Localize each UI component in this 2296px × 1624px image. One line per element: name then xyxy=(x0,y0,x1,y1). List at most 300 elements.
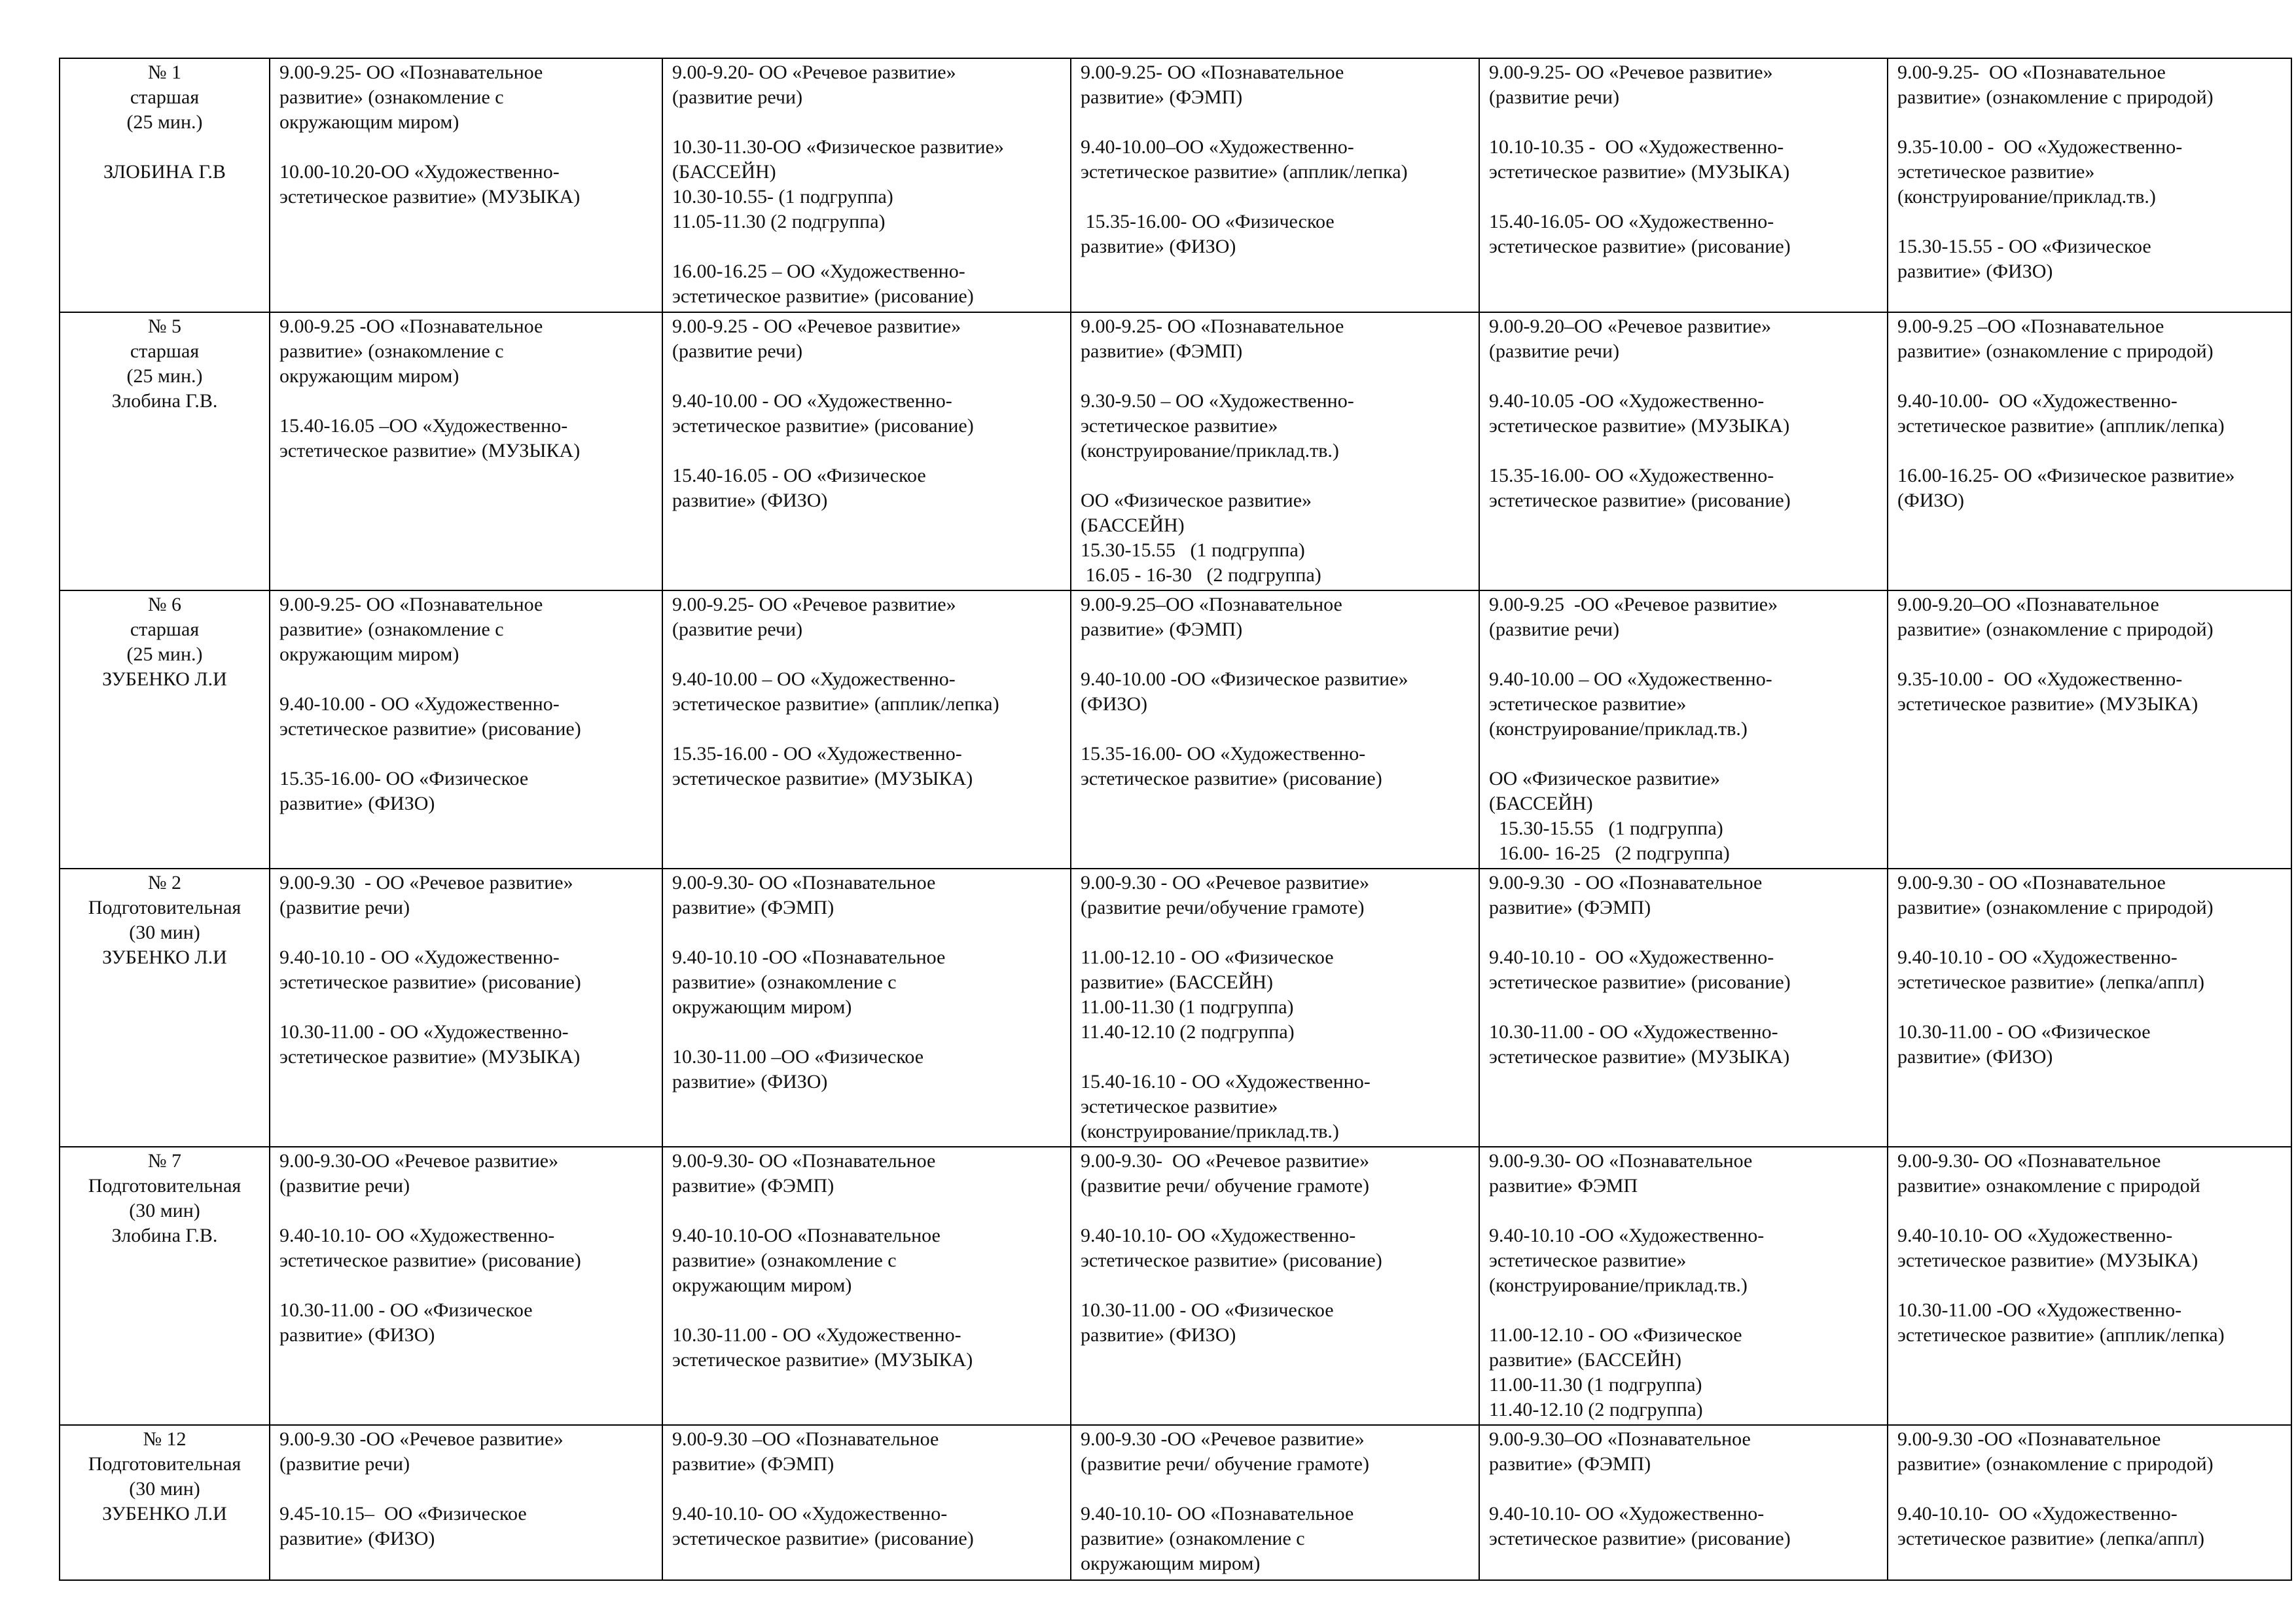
schedule-cell-line: 9.40-10.00–ОО «Художественно- xyxy=(1081,136,1354,158)
schedule-cell-line: 9.40-10.10 -ОО «Художественно- xyxy=(1489,1225,1765,1246)
schedule-cell-line: эстетическое развитие» (рисование) xyxy=(1081,768,1382,789)
schedule-cell-line xyxy=(1081,1273,1472,1298)
schedule-cell-line: эстетическое развитие» (МУЗЫКА) xyxy=(1897,693,2198,715)
schedule-cell-line: 9.35-10.00 - ОО «Художественно- xyxy=(1897,668,2183,690)
schedule-cell-line: эстетическое развитие» (МУЗЫКА) xyxy=(279,186,581,208)
schedule-cell-line xyxy=(1489,1298,1880,1323)
schedule-cell-line xyxy=(1897,1199,2284,1223)
schedule-cell-line: 9.40-10.10- ОО «Художественно- xyxy=(1081,1225,1356,1246)
schedule-cell-line: 9.40-10.10 - ОО «Художественно- xyxy=(1897,947,2178,968)
schedule-cell-line: развитие» (ознакомление с xyxy=(279,86,504,108)
schedule-cell-line: 9.00-9.25–ОО «Познавательное xyxy=(1081,594,1342,615)
schedule-row xyxy=(60,1147,2291,1425)
schedule-cell-line: 15.35-16.00 - ОО «Художественно- xyxy=(672,743,962,765)
schedule-cell-line: (развитие речи) xyxy=(1489,340,1620,362)
schedule-cell-line xyxy=(1081,364,1472,389)
group-cell-line xyxy=(63,135,266,160)
schedule-cell-line: эстетическое развитие» (МУЗЫКА) xyxy=(672,768,973,789)
schedule-cell-wed xyxy=(1071,312,1479,590)
schedule-cell-line: (конструирование/приклад.тв.) xyxy=(1897,186,2156,208)
schedule-cell-line: (конструирование/приклад.тв.) xyxy=(1081,440,1339,461)
schedule-cell-line: развитие» (ознакомление с xyxy=(279,619,504,640)
schedule-cell-line: развитие» ознакомление с природой xyxy=(1897,1175,2200,1197)
schedule-cell-line: (развитие речи) xyxy=(279,897,410,918)
schedule-cell-line: 9.40-10.00 – ОО «Художественно- xyxy=(672,668,956,690)
group-cell xyxy=(60,1147,270,1425)
schedule-cell-line: развитие» (БАССЕЙН) xyxy=(1081,971,1274,993)
schedule-cell-line: развитие» (ФЭМП) xyxy=(672,897,834,918)
schedule-cell-tue xyxy=(662,312,1071,590)
schedule-cell-line xyxy=(672,234,1064,259)
schedule-cell-mon xyxy=(270,590,662,869)
schedule-cell-line xyxy=(672,1020,1064,1045)
schedule-cell-line xyxy=(1081,717,1472,742)
schedule-cell-line: развитие» (ФИЗО) xyxy=(1897,261,2053,282)
schedule-cell-line: 9.40-10.10 -ОО «Познавательное xyxy=(672,947,946,968)
group-cell-line: (30 мин) xyxy=(129,1200,200,1221)
schedule-cell-line: 9.00-9.30-ОО «Речевое развитие» xyxy=(279,1150,559,1172)
schedule-cell-fri xyxy=(1888,58,2291,312)
schedule-cell-line: (конструирование/приклад.тв.) xyxy=(1081,1121,1339,1142)
schedule-cell-line: развитие» (ознакомление с xyxy=(672,971,897,993)
schedule-cell-line: 9.35-10.00 - ОО «Художественно- xyxy=(1897,136,2183,158)
schedule-cell-line xyxy=(1489,742,1880,767)
group-cell-line: Подготовительная xyxy=(88,1175,242,1197)
schedule-cell-line: окружающим миром) xyxy=(279,365,459,387)
schedule-cell-line: развитие» (ФИЗО) xyxy=(672,1071,828,1092)
schedule-cell-line xyxy=(1489,995,1880,1020)
group-cell xyxy=(60,312,270,590)
schedule-cell-line: 16.00-16.25 – ОО «Художественно- xyxy=(672,261,965,282)
schedule-cell-line: (БАССЕЙН) xyxy=(672,161,776,183)
schedule-cell-line: 9.00-9.20- ОО «Речевое развитие» xyxy=(672,62,956,83)
schedule-cell-line: 9.40-10.10- ОО «Художественно- xyxy=(672,1503,948,1525)
schedule-cell-line: 11.40-12.10 (2 подгруппа) xyxy=(1489,1399,1703,1420)
schedule-cell-line: развитие» (ФИЗО) xyxy=(672,490,828,511)
schedule-cell-line: эстетическое развитие» xyxy=(1489,693,1687,715)
schedule-cell-line: эстетическое развитие» (МУЗЫКА) xyxy=(1489,1046,1790,1068)
schedule-cell-wed xyxy=(1071,869,1479,1147)
schedule-cell-line: эстетическое развитие» (рисование) xyxy=(279,1250,581,1271)
schedule-cell-line: эстетическое развитие» (апплик/лепка) xyxy=(672,693,999,715)
schedule-cell-line: 9.00-9.30 - ОО «Познавательное xyxy=(1897,872,2166,893)
schedule-cell-line xyxy=(1897,1477,2284,1502)
schedule-cell-fri xyxy=(1888,869,2291,1147)
group-cell-line: Злобина Г.В. xyxy=(111,390,218,412)
schedule-cell-line: развитие» (ФИЗО) xyxy=(279,793,435,814)
schedule-cell-line: эстетическое развитие» (МУЗЫКА) xyxy=(672,1349,973,1371)
schedule-cell-line: развитие» (ФИЗО) xyxy=(1897,1046,2053,1068)
schedule-cell-line: 10.30-11.00 - ОО «Физическое xyxy=(1897,1021,2151,1043)
schedule-cell-line xyxy=(1489,364,1880,389)
schedule-cell-line: развитие» (ФИЗО) xyxy=(1081,1324,1236,1346)
schedule-row xyxy=(60,312,2291,590)
group-cell xyxy=(60,590,270,869)
schedule-cell-line: 11.00-12.10 - ОО «Физическое xyxy=(1489,1324,1742,1346)
schedule-cell-line: 9.00-9.25- ОО «Познавательное xyxy=(1081,62,1344,83)
schedule-cell-line: 9.00-9.25- ОО «Речевое развитие» xyxy=(1489,62,1773,83)
schedule-cell-line xyxy=(279,995,655,1020)
schedule-cell-line: 15.40-16.05 –ОО «Художественно- xyxy=(279,415,568,437)
schedule-cell-line xyxy=(1489,1477,1880,1502)
schedule-cell-line: 9.00-9.30 - ОО «Речевое развитие» xyxy=(279,872,573,893)
schedule-cell-fri xyxy=(1888,1147,2291,1425)
schedule-cell-line: развитие» (ФЭМП) xyxy=(1081,619,1243,640)
schedule-cell-line: 10.00-10.20-ОО «Художественно- xyxy=(279,161,560,183)
schedule-row xyxy=(60,590,2291,869)
schedule-cell-line: развитие» (ФИЗО) xyxy=(1081,236,1236,257)
schedule-cell-fri xyxy=(1888,1425,2291,1580)
schedule-cell-line: эстетическое развитие» (апплик/лепка) xyxy=(1897,1324,2225,1346)
schedule-cell-line: 11.00-12.10 - ОО «Физическое xyxy=(1081,947,1334,968)
schedule-cell-line: эстетическое развитие» (лепка/аппл) xyxy=(1897,971,2204,993)
group-cell-line: Подготовительная xyxy=(88,897,242,918)
schedule-cell-line xyxy=(1081,642,1472,667)
schedule-cell-line: эстетическое развитие» (рисование) xyxy=(1081,1250,1382,1271)
schedule-cell-line: эстетическое развитие» (МУЗЫКА) xyxy=(1897,1250,2198,1271)
schedule-cell-line xyxy=(1081,920,1472,945)
schedule-cell-wed xyxy=(1071,1425,1479,1580)
schedule-cell-line: 9.00-9.25 -ОО «Речевое развитие» xyxy=(1489,594,1778,615)
group-cell-line: ЗУБЕНКО Л.И xyxy=(102,668,227,690)
schedule-cell-line: 15.35-16.00- ОО «Физическое xyxy=(1081,211,1335,232)
schedule-body xyxy=(60,58,2291,1580)
schedule-cell-line: 9.40-10.05 -ОО «Художественно- xyxy=(1489,390,1765,412)
schedule-cell-line: (развитие речи) xyxy=(279,1453,410,1475)
schedule-cell-line xyxy=(279,1199,655,1223)
schedule-cell-thu xyxy=(1479,869,1888,1147)
group-cell xyxy=(60,869,270,1147)
schedule-cell-line: 15.40-16.05- ОО «Художественно- xyxy=(1489,211,1774,232)
schedule-cell-line: (развитие речи/ обучение грамоте) xyxy=(1081,1175,1369,1197)
schedule-cell-line: (ФИЗО) xyxy=(1081,693,1148,715)
group-cell-line: № 5 xyxy=(147,316,182,337)
schedule-cell-line: 9.00-9.30- ОО «Познавательное xyxy=(1489,1150,1753,1172)
group-cell-line: № 2 xyxy=(147,872,182,893)
schedule-cell-line xyxy=(672,920,1064,945)
schedule-cell-line: эстетическое развитие» (апплик/лепка) xyxy=(1081,161,1408,183)
schedule-cell-line: 9.00-9.30- ОО «Речевое развитие» xyxy=(1081,1150,1370,1172)
group-cell-line: Злобина Г.В. xyxy=(111,1225,218,1246)
schedule-cell-mon xyxy=(270,1425,662,1580)
schedule-cell-line: 9.00-9.30 –ОО «Познавательное xyxy=(672,1428,939,1450)
schedule-cell-line: 9.00-9.30 -ОО «Речевое развитие» xyxy=(1081,1428,1365,1450)
schedule-cell-wed xyxy=(1071,590,1479,869)
schedule-cell-line xyxy=(279,1273,655,1298)
schedule-cell-line: 9.00-9.30- ОО «Познавательное xyxy=(1897,1150,2161,1172)
group-cell xyxy=(60,58,270,312)
schedule-cell-line xyxy=(279,920,655,945)
schedule-cell-line: 9.00-9.25- ОО «Познавательное xyxy=(279,62,543,83)
group-cell-line: ЗУБЕНКО Л.И xyxy=(102,947,227,968)
group-cell-line: № 6 xyxy=(147,594,182,615)
schedule-cell-line: развитие» (ознакомление с xyxy=(1081,1528,1305,1549)
schedule-cell-line: 9.30-9.50 – ОО «Художественно- xyxy=(1081,390,1354,412)
schedule-cell-line xyxy=(1081,1199,1472,1223)
schedule-cell-line: эстетическое развитие» xyxy=(1897,161,2095,183)
schedule-cell-line: (БАССЕЙН) xyxy=(1081,514,1185,536)
schedule-cell-line xyxy=(1489,439,1880,463)
group-cell-line: № 12 xyxy=(143,1428,187,1450)
schedule-cell-line: 11.05-11.30 (2 подгруппа) xyxy=(672,211,886,232)
schedule-cell-line: 9.00-9.25- ОО «Познавательное xyxy=(1897,62,2166,83)
schedule-cell-line xyxy=(1897,364,2284,389)
schedule-cell-line: 15.35-16.00- ОО «Художественно- xyxy=(1489,465,1774,486)
schedule-cell-line: эстетическое развитие» (рисование) xyxy=(672,1528,974,1549)
schedule-cell-line xyxy=(1489,642,1880,667)
schedule-cell-line: окружающим миром) xyxy=(672,1274,852,1296)
schedule-cell-line: 9.40-10.10- ОО «Художественно- xyxy=(1489,1503,1765,1525)
schedule-cell-tue xyxy=(662,58,1071,312)
schedule-cell-line xyxy=(1897,1273,2284,1298)
schedule-cell-line xyxy=(1897,920,2284,945)
schedule-cell-line: 10.30-11.00 -ОО «Художественно- xyxy=(1897,1299,2182,1321)
schedule-cell-line: (развитие речи) xyxy=(279,1175,410,1197)
schedule-cell-line: 9.40-10.00 - ОО «Художественно- xyxy=(672,390,952,412)
schedule-cell-line xyxy=(279,389,655,414)
schedule-cell-line: 15.30-15.55 (1 подгруппа) xyxy=(1081,539,1305,561)
schedule-cell-tue xyxy=(662,869,1071,1147)
schedule-cell-line: развитие» (ознакомление с природой) xyxy=(1897,1453,2214,1475)
schedule-cell-line xyxy=(1489,920,1880,945)
schedule-cell-line: эстетическое развитие» (рисование) xyxy=(672,415,974,437)
schedule-cell-line xyxy=(672,1199,1064,1223)
schedule-cell-line: 9.00-9.25 –ОО «Познавательное xyxy=(1897,316,2164,337)
schedule-cell-line xyxy=(1489,110,1880,135)
schedule-cell-line: развитие» (БАССЕЙН) xyxy=(1489,1349,1682,1371)
schedule-cell-line: эстетическое развитие» xyxy=(1081,1096,1278,1117)
schedule-cell-line: эстетическое развитие» xyxy=(1489,1250,1687,1271)
schedule-cell-line: (конструирование/приклад.тв.) xyxy=(1489,1274,1748,1296)
schedule-cell-line: 9.00-9.30- ОО «Познавательное xyxy=(672,872,936,893)
schedule-cell-line: 10.30-10.55- (1 подгруппа) xyxy=(672,186,893,208)
schedule-cell-line: окружающим миром) xyxy=(279,643,459,665)
schedule-cell-line: 11.40-12.10 (2 подгруппа) xyxy=(1081,1021,1295,1043)
schedule-cell-line: 9.40-10.00 -ОО «Физическое развитие» xyxy=(1081,668,1408,690)
group-cell-line: старшая xyxy=(130,86,200,108)
schedule-cell-line: 9.40-10.10 - ОО «Художественно- xyxy=(1489,947,1774,968)
schedule-row xyxy=(60,58,2291,312)
schedule-cell-line: эстетическое развитие» (МУЗЫКА) xyxy=(1489,161,1790,183)
schedule-cell-line xyxy=(1081,185,1472,209)
group-cell-line: (30 мин) xyxy=(129,922,200,943)
schedule-cell-line xyxy=(672,642,1064,667)
schedule-cell-fri xyxy=(1888,312,2291,590)
schedule-cell-line: 9.45-10.15– ОО «Физическое xyxy=(279,1503,527,1525)
schedule-cell-line: 10.30-11.00 - ОО «Физическое xyxy=(1081,1299,1334,1321)
schedule-cell-line: 9.40-10.10- ОО «Познавательное xyxy=(1081,1503,1354,1525)
schedule-cell-line xyxy=(1897,642,2284,667)
schedule-cell-line: развитие» (ознакомление с природой) xyxy=(1897,340,2214,362)
schedule-cell-line: (развитие речи) xyxy=(672,619,803,640)
schedule-cell-line: эстетическое развитие» (рисование) xyxy=(1489,971,1791,993)
schedule-cell-wed xyxy=(1071,1147,1479,1425)
schedule-cell-line xyxy=(1081,110,1472,135)
schedule-cell-line: 9.00-9.25- ОО «Познавательное xyxy=(1081,316,1344,337)
schedule-cell-line: 9.00-9.25 -ОО «Познавательное xyxy=(279,316,543,337)
schedule-cell-line: эстетическое развитие» (рисование) xyxy=(1489,1528,1791,1549)
schedule-cell-line: 10.30-11.00 - ОО «Физическое xyxy=(279,1299,533,1321)
schedule-cell-line: развитие» (ФЭМП) xyxy=(1081,86,1243,108)
schedule-cell-line: 9.00-9.25- ОО «Познавательное xyxy=(279,594,543,615)
schedule-cell-line: ОО «Физическое развитие» xyxy=(1081,490,1312,511)
group-cell-line: № 1 xyxy=(147,62,182,83)
schedule-cell-line: 16.05 - 16-30 (2 подгруппа) xyxy=(1081,564,1321,586)
schedule-cell-line: 9.40-10.10- ОО «Художественно- xyxy=(1897,1225,2173,1246)
schedule-cell-line xyxy=(279,742,655,767)
schedule-cell-line: (развитие речи) xyxy=(672,340,803,362)
schedule-cell-line: эстетическое развитие» (МУЗЫКА) xyxy=(279,1046,581,1068)
schedule-row xyxy=(60,1425,2291,1580)
schedule-cell-line: 9.00-9.20–ОО «Познавательное xyxy=(1897,594,2159,615)
schedule-cell-line xyxy=(672,1298,1064,1323)
schedule-row xyxy=(60,869,2291,1147)
schedule-cell-line: ОО «Физическое развитие» xyxy=(1489,768,1721,789)
schedule-cell-line: 9.40-10.00 – ОО «Художественно- xyxy=(1489,668,1772,690)
schedule-cell-line: 9.40-10.00- ОО «Художественно- xyxy=(1897,390,2178,412)
schedule-cell-line: 10.30-11.00 –ОО «Физическое xyxy=(672,1046,924,1068)
schedule-cell-line: эстетическое развитие» (апплик/лепка) xyxy=(1897,415,2225,437)
schedule-cell-wed xyxy=(1071,58,1479,312)
schedule-cell-line xyxy=(672,439,1064,463)
schedule-cell-line: развитие» (ФЭМП) xyxy=(672,1453,834,1475)
schedule-cell-line xyxy=(672,364,1064,389)
schedule-cell-line xyxy=(279,135,655,160)
schedule-cell-tue xyxy=(662,590,1071,869)
group-cell-line: (30 мин) xyxy=(129,1478,200,1500)
group-cell-line: старшая xyxy=(130,340,200,362)
schedule-cell-line: 10.30-11.30-ОО «Физическое развитие» xyxy=(672,136,1004,158)
schedule-cell-line: 9.00-9.30 - ОО «Познавательное xyxy=(1489,872,1763,893)
group-cell-line: (25 мин.) xyxy=(126,365,203,387)
group-cell-line: ЗУБЕНКО Л.И xyxy=(102,1503,227,1525)
schedule-cell-line: развитие» (ознакомление с природой) xyxy=(1897,619,2214,640)
schedule-cell-line xyxy=(1897,209,2284,234)
schedule-cell-tue xyxy=(662,1425,1071,1580)
group-cell-line: ЗЛОБИНА Г.В xyxy=(103,161,226,183)
schedule-cell-line: (развитие речи) xyxy=(672,86,803,108)
group-cell xyxy=(60,1425,270,1580)
schedule-cell-line: 15.35-16.00- ОО «Физическое xyxy=(279,768,529,789)
schedule-table xyxy=(59,58,2292,1581)
schedule-cell-thu xyxy=(1479,1425,1888,1580)
schedule-cell-line: развитие» (ознакомление с xyxy=(279,340,504,362)
schedule-cell-line: 9.40-10.10- ОО «Художественно- xyxy=(1897,1503,2178,1525)
schedule-cell-mon xyxy=(270,312,662,590)
schedule-cell-line: эстетическое развитие» (рисование) xyxy=(279,718,581,740)
schedule-cell-line: развитие» (ФИЗО) xyxy=(279,1324,435,1346)
schedule-cell-thu xyxy=(1479,590,1888,869)
schedule-cell-line xyxy=(1897,439,2284,463)
schedule-cell-line xyxy=(672,110,1064,135)
schedule-cell-line: 15.35-16.00- ОО «Художественно- xyxy=(1081,743,1366,765)
schedule-cell-line xyxy=(1897,995,2284,1020)
schedule-cell-line: 9.00-9.25- ОО «Речевое развитие» xyxy=(672,594,956,615)
schedule-cell-line: (развитие речи/обучение грамоте) xyxy=(1081,897,1365,918)
schedule-cell-line: 10.30-11.00 - ОО «Художественно- xyxy=(672,1324,961,1346)
schedule-cell-line: (конструирование/приклад.тв.) xyxy=(1489,718,1748,740)
schedule-cell-line: 9.00-9.30 - ОО «Речевое развитие» xyxy=(1081,872,1370,893)
schedule-cell-line: развитие» (ФЭМП) xyxy=(1489,1453,1651,1475)
schedule-cell-line: 15.30-15.55 (1 подгруппа) xyxy=(1489,818,1723,839)
schedule-cell-line: окружающим миром) xyxy=(279,111,459,133)
schedule-cell-line xyxy=(1081,463,1472,488)
schedule-cell-line: 9.00-9.30- ОО «Познавательное xyxy=(672,1150,936,1172)
schedule-cell-mon xyxy=(270,58,662,312)
schedule-cell-line: развитие» ФЭМП xyxy=(1489,1175,1638,1197)
group-cell-line: Подготовительная xyxy=(88,1453,242,1475)
schedule-cell-line: 15.40-16.10 - ОО «Художественно- xyxy=(1081,1071,1371,1092)
schedule-cell-line xyxy=(1489,185,1880,209)
schedule-cell-line: 16.00- 16-25 (2 подгруппа) xyxy=(1489,842,1730,864)
schedule-cell-line: 10.30-11.00 - ОО «Художественно- xyxy=(279,1021,569,1043)
schedule-cell-thu xyxy=(1479,312,1888,590)
group-cell-line: № 7 xyxy=(147,1150,182,1172)
schedule-cell-line: 15.30-15.55 - ОО «Физическое xyxy=(1897,236,2151,257)
schedule-cell-line xyxy=(1081,1477,1472,1502)
group-cell-line: старшая xyxy=(130,619,200,640)
schedule-cell-line: эстетическое развитие» (МУЗЫКА) xyxy=(279,440,581,461)
schedule-cell-line: 9.40-10.10-ОО «Познавательное xyxy=(672,1225,941,1246)
schedule-cell-line: 9.00-9.25 - ОО «Речевое развитие» xyxy=(672,316,961,337)
schedule-cell-line: 11.00-11.30 (1 подгруппа) xyxy=(1081,996,1294,1018)
schedule-cell-line: (развитие речи) xyxy=(1489,619,1620,640)
schedule-cell-line: 9.00-9.30 -ОО «Речевое развитие» xyxy=(279,1428,564,1450)
schedule-cell-line: окружающим миром) xyxy=(1081,1553,1261,1574)
schedule-cell-line: развитие» (ФЭМП) xyxy=(672,1175,834,1197)
schedule-cell-line: развитие» (ФЭМП) xyxy=(1081,340,1243,362)
group-cell-line: (25 мин.) xyxy=(126,111,203,133)
schedule-cell-line: (развитие речи/ обучение грамоте) xyxy=(1081,1453,1369,1475)
schedule-cell-line xyxy=(672,1477,1064,1502)
schedule-cell-line: 9.00-9.30–ОО «Познавательное xyxy=(1489,1428,1751,1450)
schedule-cell-thu xyxy=(1479,58,1888,312)
schedule-cell-line: 9.00-9.30 -ОО «Познавательное xyxy=(1897,1428,2161,1450)
schedule-cell-line: 9.40-10.10- ОО «Художественно- xyxy=(279,1225,555,1246)
schedule-cell-line: 15.40-16.05 - ОО «Физическое xyxy=(672,465,926,486)
schedule-cell-mon xyxy=(270,869,662,1147)
schedule-cell-line: 9.00-9.20–ОО «Речевое развитие» xyxy=(1489,316,1772,337)
schedule-cell-line: 10.30-11.00 - ОО «Художественно- xyxy=(1489,1021,1778,1043)
schedule-cell-thu xyxy=(1479,1147,1888,1425)
schedule-cell-line: 11.00-11.30 (1 подгруппа) xyxy=(1489,1374,1702,1396)
schedule-cell-line: (развитие речи) xyxy=(1489,86,1620,108)
schedule-cell-line: эстетическое развитие» (рисование) xyxy=(1489,490,1791,511)
schedule-cell-line xyxy=(1897,110,2284,135)
schedule-cell-line xyxy=(1489,1199,1880,1223)
schedule-cell-fri xyxy=(1888,590,2291,869)
schedule-cell-line: развитие» (ФИЗО) xyxy=(279,1528,435,1549)
schedule-cell-line: развитие» (ознакомление с xyxy=(672,1250,897,1271)
schedule-cell-line xyxy=(279,1477,655,1502)
schedule-cell-line xyxy=(1081,1045,1472,1070)
schedule-cell-line: 10.10-10.35 - ОО «Художественно- xyxy=(1489,136,1784,158)
schedule-cell-line: эстетическое развитие» (рисование) xyxy=(672,285,974,307)
schedule-cell-line: развитие» (ознакомление с природой) xyxy=(1897,86,2214,108)
schedule-cell-line: 9.40-10.00 - ОО «Художественно- xyxy=(279,693,560,715)
schedule-cell-line: 9.40-10.10 - ОО «Художественно- xyxy=(279,947,560,968)
schedule-cell-tue xyxy=(662,1147,1071,1425)
schedule-cell-line: эстетическое развитие» xyxy=(1081,415,1278,437)
schedule-cell-line: эстетическое развитие» (лепка/аппл) xyxy=(1897,1528,2204,1549)
schedule-cell-mon xyxy=(270,1147,662,1425)
schedule-cell-line: окружающим миром) xyxy=(672,996,852,1018)
schedule-cell-line xyxy=(672,717,1064,742)
schedule-cell-line: 16.00-16.25- ОО «Физическое развитие» xyxy=(1897,465,2235,486)
schedule-cell-line: эстетическое развитие» (рисование) xyxy=(279,971,581,993)
schedule-cell-line: эстетическое развитие» (рисование) xyxy=(1489,236,1791,257)
schedule-cell-line: (БАССЕЙН) xyxy=(1489,793,1593,814)
